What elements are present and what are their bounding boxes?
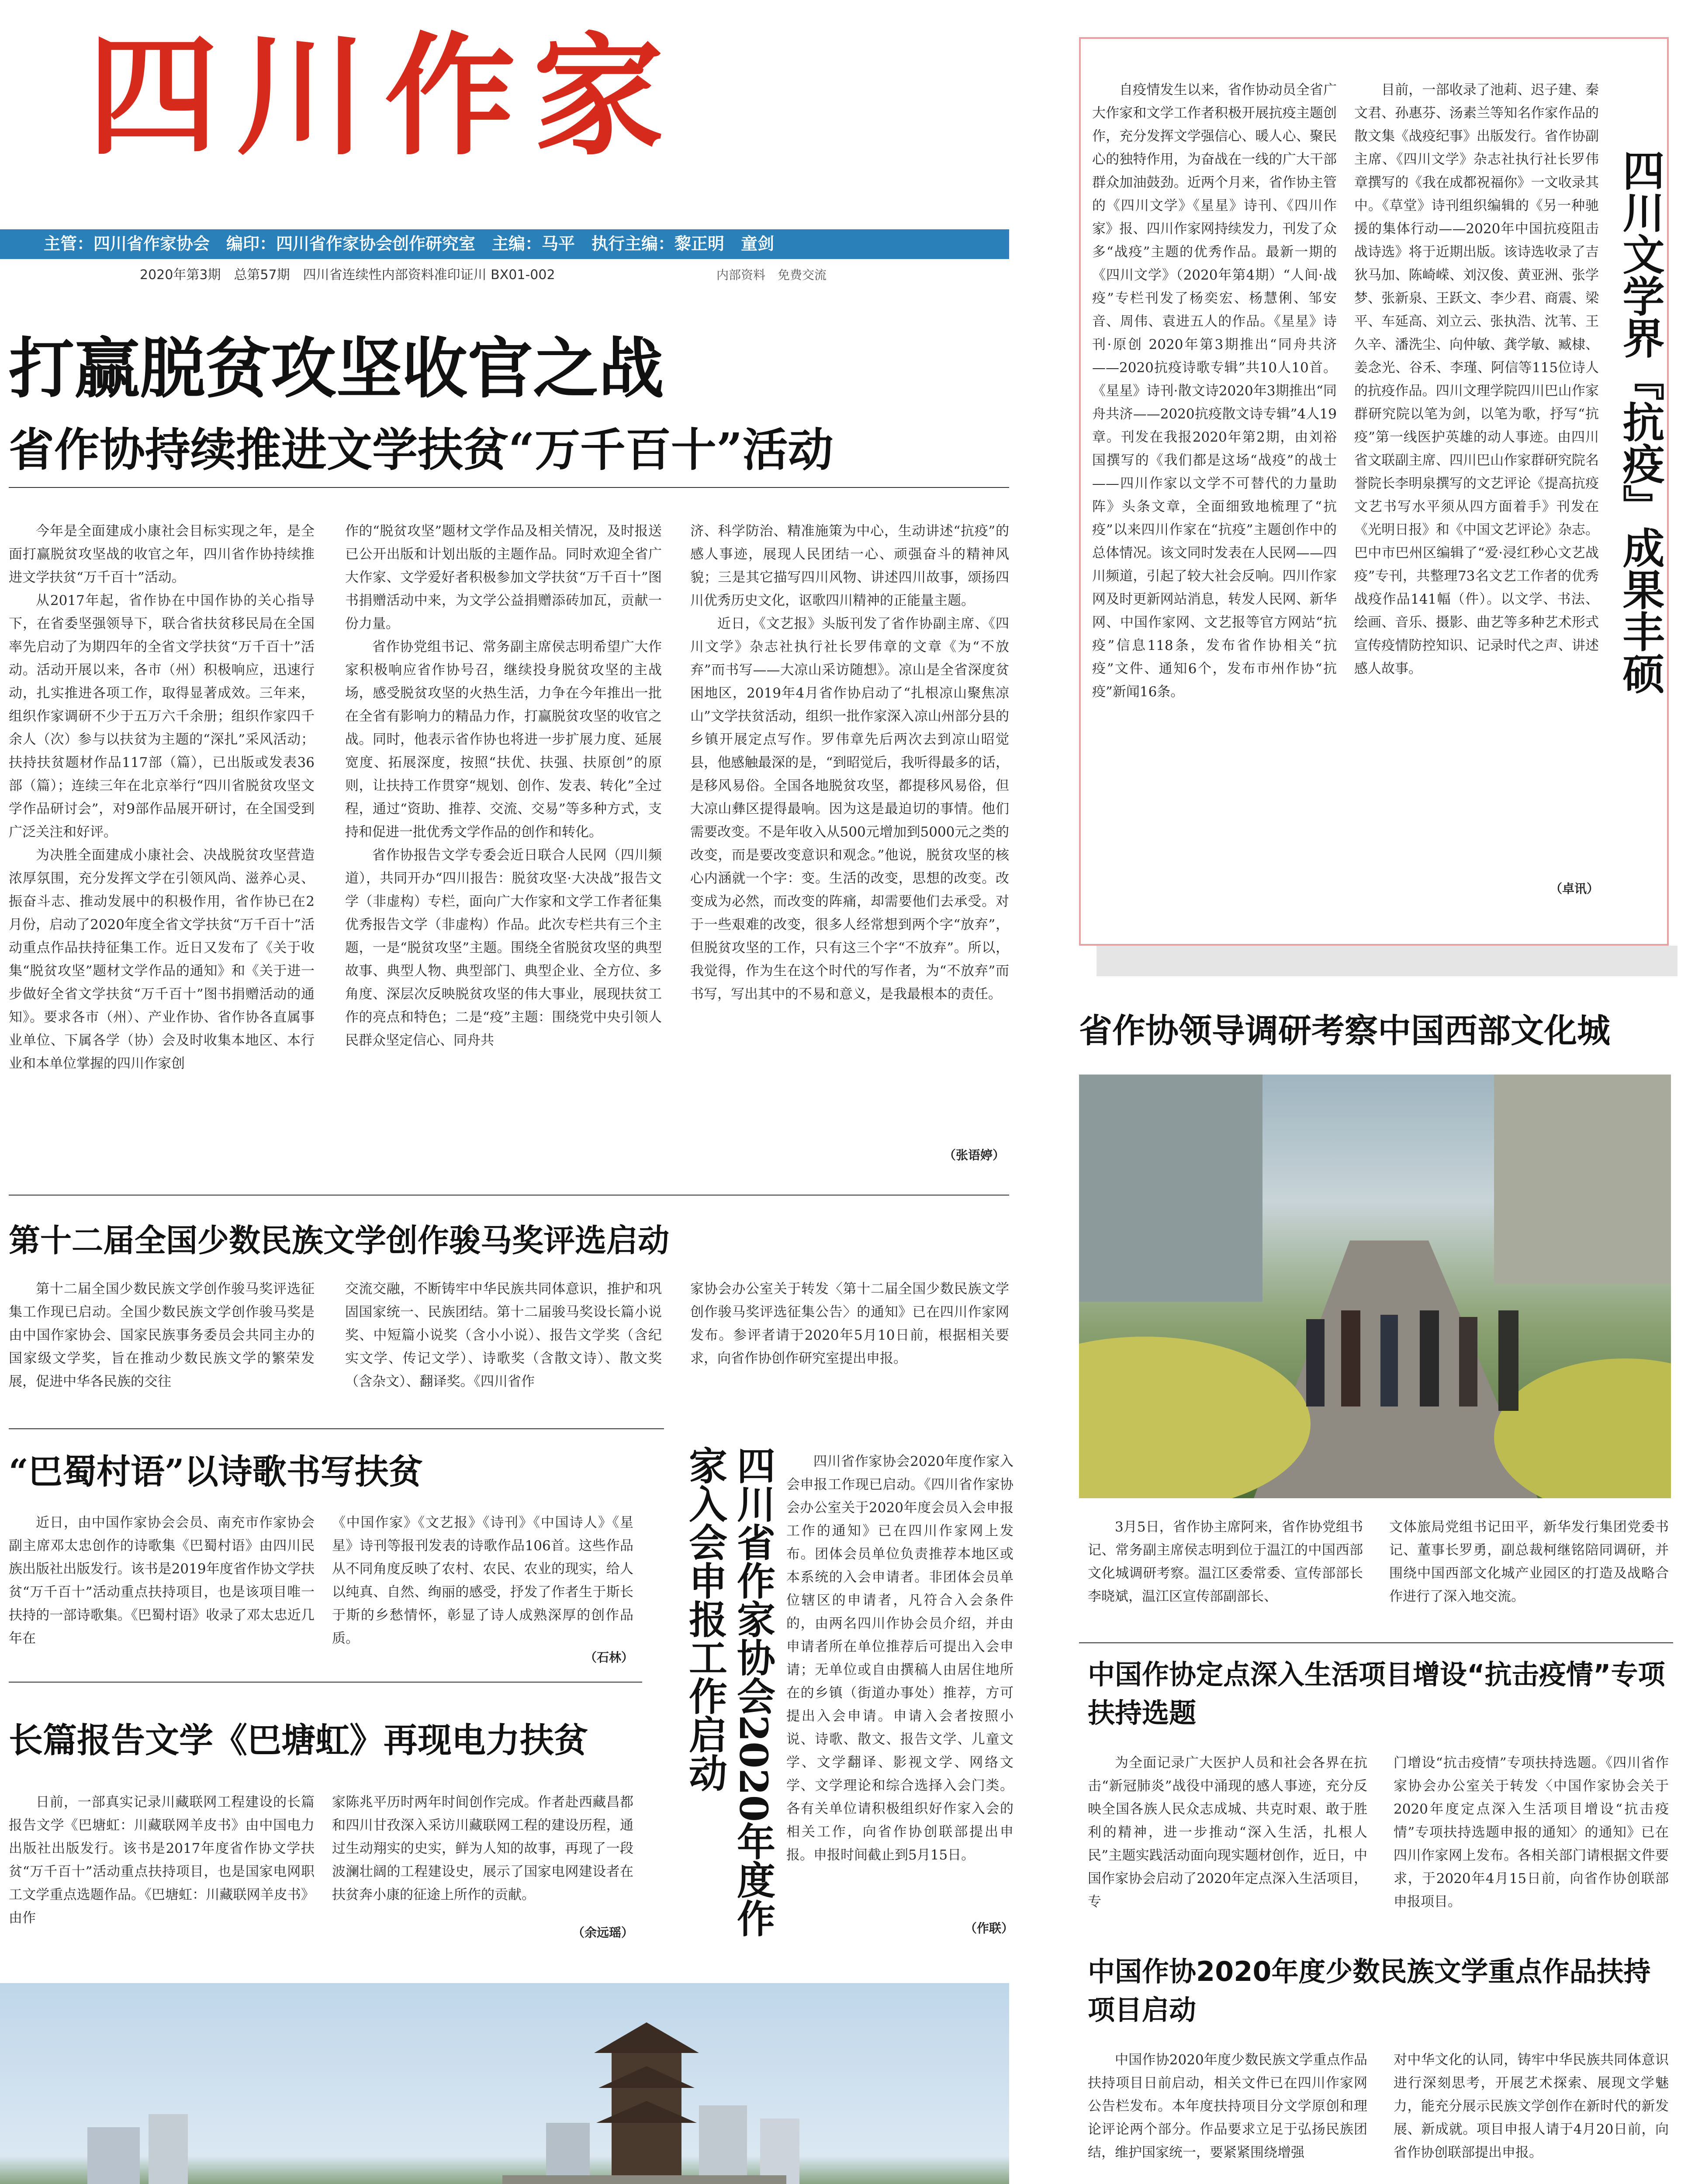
- ruhui-paragraph: 四川省作家协会2020年度作家入会申报工作现已启动。《四川省作家协会办公室关于2020年度会员入会申报工作的通知》已在四川作家网上发布。团体会员单位负责推荐本地区或本系统的入会申请者。非团体会员单位辖区的申请者，凡符合入会条件的，由两名四川作协会员介绍，并由申请者所在单位推荐后可提出入会申请；无单位或自由撰稿人由居住地所在的乡镇（街道办事处）推荐，方可提出入会申请。申请入会者按照小说、诗歌、散文、报告文学、儿童文学、文学翻译、影视文学、网络文学、文学理论和综合选择入会门类。各有关单位请积极组织好作家入会的相关工作，向省作协创联部提出申报。申报时间截止到5月15日。: [786, 1454, 1013, 1863]
- junma-column-1: [9, 1278, 315, 1417]
- kangji-title: 中国作协定点深入生活项目增设“抗击疫情”专项扶持选题: [1088, 1659, 1665, 1729]
- bashu-column-1: [9, 1511, 315, 1673]
- junma-paragraph: 家协会办公室关于转发〈第十二届全国少数民族文学创作骏马奖评选征集公告〉的通知》已在四川作家网发布。参评者请于2020年5月10日前，根据相关要求，向省作协创作研究室提出申报。: [690, 1281, 1009, 1366]
- xibu-photo: [1079, 1075, 1671, 1498]
- kangji-paragraph: 门增设“抗击疫情”专项扶持选题。《四川省作家协会办公室关于转发〈中国作家协会关于2020年度定点深入生活项目增设“抗击疫情”专项扶持选题申报的通知〉的通知》已在四川作家网上发布。各相关部门请根据文件要求，于2020年4月15日前，向省作协创联部申报项目。: [1394, 1755, 1669, 1910]
- lead-subtitle: 省作协持续推进文学扶贫“万千百十”活动: [9, 423, 834, 477]
- lead-column-2: [345, 520, 662, 1171]
- lead-paragraph: 济、科学防治、精准施策为中心，生动讲述“抗疫”的感人事迹，展现人民团结一心、顽强奋斗的精神风貌；三是其它描写四川风物、讲述四川故事，颂扬四川优秀历史文化，讴歌四川精神的正能量主题。: [690, 523, 1009, 608]
- lead-divider: [9, 487, 1009, 488]
- shaoshu-title: 中国作协2020年度少数民族文学重点作品扶持项目启动: [1088, 1956, 1651, 2026]
- bashu-paragraph: 《中国作家》《文艺报》《诗刊》《中国诗人》《星星》诗刊等报刊发表的诗歌作品106首。这些作品从不同角度反映了农村、农民、农业的现实，给人以纯真、自然、绚丽的感受，抒发了作者生于斯长于斯的乡愁情怀，彰显了诗人成熟深厚的创作品质。: [332, 1515, 633, 1646]
- lead-signature: （张语婷）: [943, 1148, 1005, 1162]
- shaoshu-paragraph: 中国作协2020年度少数民族文学重点作品扶持项目日前启动，相关文件已在四川作家网公告栏发布。本年度扶持项目分文学原创和理论评论两个部分。作品要求立足于弘扬民族团结，维护国家统一，要紧紧围绕增强: [1088, 2052, 1367, 2160]
- lead-paragraph: 从2017年起，省作协在中国作协的关心指导下，在省委坚强领导下，联合省扶贫移民局在全国率先启动了为期四年的全省文学扶贫“万千百十”活动。活动开展以来，各市（州）积极响应，迅速行动，扎实推进各项工作，取得显著成效。三年来，组织作家调研不少于五万六千余册；组织作家四千余人（次）参与以扶贫为主题的“深扎”采风活动；扶持扶贫题材作品117部（篇），已出版或发表36部（篇）；连续三年在北京举行“四川省脱贫攻坚文学作品研讨会”，对9部作品展开研讨，在全国受到广泛关注和好评。: [9, 593, 315, 840]
- batang-paragraph: 日前，一部真实记录川藏联网工程建设的长篇报告文学《巴塘虹：川藏联网羊皮书》由中国电力出版社出版发行。该书是2017年度省作协文学扶贫“万千百十”活动重点扶持项目，也是国家电网职工文学重点选题作品。《巴塘虹：川藏联网羊皮书》由作: [9, 1794, 315, 1926]
- ruhui-signature: （作联）: [964, 1921, 1013, 1935]
- kangyi-column-1: [1092, 79, 1337, 917]
- lead-paragraph: 近日，《文艺报》头版刊发了省作协副主席、《四川文学》杂志社执行社长罗伟章的文章《为“不放弃”而书写——大凉山采访随想》。凉山是全省深度贫困地区，2019年4月省作协启动了“扎根凉山聚焦凉山”文学扶贫活动，组织一批作家深入凉山州部分县的乡镇开展定点写作。罗伟章先后两次去到凉山昭觉县，他感触最深的是，“到昭觉后，我听得最多的话，是移风易俗。全国各地脱贫攻坚，都提移风易俗，但大凉山彝区提得最响。因为这是最迫切的事情。他们需要改变。不是年收入从500元增加到5000元之类的改变，而是要改变意识和观念。”他说，脱贫攻坚的核心内涵就一个字：变。生活的改变，思想的改变。改变成为必然，而改变的阵痛，却需要他们去承受。对于一些艰难的改变，很多人经常想到两个字“放弃”，但脱贫攻坚的工作，只有这三个字“不放弃”。所以，我觉得，作为生在这个时代的写作者，为“不放弃”而书写，写出其中的不易和意义，是我最根本的责任。: [690, 616, 1009, 1002]
- xibu-column-1: [1088, 1516, 1363, 1660]
- lead-title: 打赢脱贫攻坚收官之战: [9, 331, 664, 407]
- kangyi-paragraph: 目前，一部收录了池莉、迟子建、秦文君、孙惠芬、汤素兰等知名作家作品的散文集《战疫纪事》出版发行。省作协副主席、《四川文学》杂志社执行社长罗伟章撰写的《我在成都祝福你》一文收录其中。《草堂》诗刊组织编辑的《另一种驰援的集体行动——2020年中国抗疫阻击战诗选》将于近期出版。该诗选收录了吉狄马加、陈崎嵘、刘汉俊、黄亚洲、张学梦、张新泉、王跃文、李少君、商震、梁平、车延高、刘立云、张执浩、沈苇、王久辛、潘洗尘、向仲敏、龚学敏、臧棣、姜念光、谷禾、李瑾、阿信等115位诗人的抗疫作品。四川文理学院四川巴山作家群研究院以笔为剑，以笔为歌，抒写“抗疫”第一线医护英雄的动人事迹。由四川省文联副主席、四川巴山作家群研究院名誉院长李明泉撰写的文艺评论《提高抗疫文艺书写水平须从四方面着手》刊发在《光明日报》和《中国文艺评论》杂志。巴中市巴州区编辑了“爱·浸红秒心文艺战疫”专刊，共整理73名文艺工作者的优秀战疫作品141幅（件）。以文学、书法、绘画、音乐、摄影、曲艺等多种艺术形式宣传疫情防控知识、记录时代之声、讲述感人故事。: [1354, 82, 1599, 677]
- divider: [9, 1428, 664, 1429]
- xibu-title: 省作协领导调研考察中国西部文化城: [1079, 1011, 1610, 1050]
- batang-paragraph: 家陈兆平历时两年时间创作完成。作者赴西藏昌都和四川甘孜深入采访川藏联网工程的建设历程，通过生动翔实的史实，鲜为人知的故事，再现了一段波澜壮阔的工程建设史，展示了国家电网建设者在扶贫奔小康的征途上所作的贡献。: [332, 1794, 633, 1903]
- xibu-paragraph: 文体旅局党组书记田平，新华发行集团党委书记、董事长罗勇，副总裁柯继铭陪同调研，并围绕中国西部文化城产业园区的打造及战略合作进行了深入地交流。: [1389, 1519, 1669, 1604]
- lead-column-1: [9, 520, 315, 1171]
- ruhui-column: [786, 1450, 1013, 1939]
- kangji-column-1: [1088, 1752, 1367, 1939]
- batang-column-1: [9, 1791, 315, 1952]
- junma-title: 第十二届全国少数民族文学创作骏马奖评选启动: [9, 1222, 670, 1259]
- issue-line: 2020年第3期 总第57期 四川省连续性内部资料准印证川 BX01-002: [140, 267, 555, 283]
- landscape-photo: [0, 1983, 1009, 2184]
- pagoda-scene-graphic: [0, 1983, 1009, 2184]
- junma-column-2: [345, 1278, 662, 1417]
- lead-paragraph: 作的“脱贫攻坚”题材文学作品及相关情况，及时报送已公开出版和计划出版的主题作品。同时欢迎全省广大作家、文学爱好者积极参加文学扶贫“万千百十”图书捐赠活动中来，为文学公益捐赠添砖加瓦，贡献一份力量。: [345, 523, 662, 632]
- shaoshu-column-1: [1088, 2049, 1367, 2184]
- kangyi-title: 四川文学界『抗疫』成果丰硕: [1616, 149, 1665, 694]
- kangyi-box-shadow: [1096, 946, 1678, 976]
- delegation-walk-graphic: [1079, 1075, 1671, 1498]
- divider: [9, 1195, 1009, 1196]
- lead-paragraph: 为决胜全面建成小康社会、决战脱贫攻坚营造浓厚氛围，充分发挥文学在引领风尚、滋养心灵、振奋斗志、推动发展中的积极作用，省作协已在2月份，启动了2020年度全省文学扶贫“万千百十”活动重点作品扶持征集工作。近日又发布了《关于收集“脱贫攻坚”题材文学作品的通知》和《关于进一步做好全省文学扶贫“万千百十”图书捐赠活动的通知》。要求各市（州）、产业作协、省作协各直属事业单位、下属各学（协）会及时收集本地区、本行业和本单位掌握的四川作家创: [9, 847, 315, 1071]
- bashu-paragraph: 近日，由中国作家协会会员、南充市作家协会副主席邓太忠创作的诗歌集《巴蜀村语》由四川民族出版社出版发行。该书是2019年度省作协文学扶贫“万千百十”活动重点扶持项目，也是该项目唯一扶持的一部诗歌集。《巴蜀村语》收录了邓太忠近几年在: [9, 1515, 315, 1646]
- lead-paragraph: 省作协报告文学专委会近日联合人民网（四川频道），共同开办“四川报告：脱贫攻坚·大决战”报告文学（非虚构）专栏，面向广大作家和文学工作者征集优秀报告文学（非虚构）作品。此次专栏共有三个主题，一是“脱贫攻坚”主题。围绕全省脱贫攻坚的典型故事、典型人物、典型部门、典型企业、全方位、多角度、深层次反映脱贫攻坚的伟大事业，展现扶贫工作的亮点和特色；二是“疫”主题：围绕党中央引领人民群众坚定信心、同舟共: [345, 847, 662, 1048]
- lead-column-3: [690, 520, 1009, 1131]
- bashu-signature: （石林）: [584, 1650, 633, 1665]
- kangyi-paragraph: 自疫情发生以来，省作协动员全省广大作家和文学工作者积极开展抗疫主题创作，充分发挥文学强信心、暖人心、聚民心的独特作用，为奋战在一线的广大干部群众加油鼓劲。近两个月来，省作协主管的《四川文学》《星星》诗刊、《四川作家》报、四川作家网持续发力，刊发了众多“战疫”主题的优秀作品。最新一期的《四川文学》（2020年第4期）“人间·战疫”专栏刊发了杨奕宏、杨慧俐、邹安音、周伟、袁进五人的作品。《星星》诗刊·原创 2020年第3期推出“同舟共济——2020抗疫诗歌专辑”共10人10首。《星星》诗刊·散文诗2020年3期推出“同舟共济——2020抗疫散文诗专辑”4人19章。刊发在我报2020年第2期，由刘裕国撰写的《我们都是这场“战疫”的战士——四川作家以文学不可替代的力量助阵》头条文章，全面细致地梳理了“抗疫”以来四川作家在“抗疫”主题创作中的总体情况。该文同时发表在人民网——四川频道，引起了较大社会反响。四川作家网及时更新网站消息，转发人民网、新华网、中国作家网、文艺报等官方网站“抗疫”信息118条，发布省作协相关“抗疫”文件、通知6个，发布市州作协“抗疫”新闻16条。: [1092, 82, 1337, 700]
- xibu-paragraph: 3月5日，省作协主席阿来，省作协党组书记、常务副主席侯志明到位于温江的中国西部文化城调研考察。温江区委常委、宣传部部长李晓斌，温江区宣传部副部长、: [1088, 1519, 1363, 1604]
- kangyi-column-2: [1354, 79, 1599, 917]
- junma-column-3: [690, 1278, 1009, 1417]
- xibu-column-2: [1389, 1516, 1669, 1660]
- kangyi-signature: （卓讯）: [1550, 881, 1599, 896]
- batang-signature: （余远瑶）: [572, 1925, 633, 1940]
- masthead-credits: 主管：四川省作家协会 编印：四川省作家协会创作研究室 主编：马平 执行主编：黎正明 童剑: [44, 234, 775, 253]
- shaoshu-column-2: [1394, 2049, 1669, 2184]
- batang-title: 长篇报告文学《巴塘虹》再现电力扶贫: [9, 1721, 588, 1760]
- junma-paragraph: 交流交融，不断铸牢中华民族共同体意识，推护和巩固国家统一、民族团结。第十二届骏马奖设长篇小说奖、中短篇小说奖（含小小说）、报告文学奖（含纪实文学、传记文学）、诗歌奖（含散文诗）、散文奖（含杂文）、翻译奖。《四川省作: [345, 1281, 662, 1389]
- ruhui-title: 四川省作家协会2020年度作家入会申报工作启动: [683, 1446, 776, 1937]
- bashu-title: “巴蜀村语”以诗歌书写扶贫: [9, 1452, 423, 1492]
- lead-paragraph: 省作协党组书记、常务副主席侯志明希望广大作家积极响应省作协号召，继续投身脱贫攻坚的主战场，感受脱贫攻坚的火热生活，力争在今年推出一批在全省有影响力的精品力作，打赢脱贫攻坚的收官之战。同时，他表示省作协也将进一步扩展力度、延展宽度、拓展深度，按照“扶优、扶强、扶原创”的原则，让扶持工作贯穿“规划、创作、发表、转化”全过程，通过“资助、推荐、交流、交易”等多种方式，支持和促进一批优秀文学作品的创作和转化。: [345, 639, 662, 840]
- kangji-paragraph: 为全面记录广大医护人员和社会各界在抗击“新冠肺炎”战役中涌现的感人事迹，充分反映全国各族人民众志成城、共克时艰、敢于胜利的精神，进一步推动“深入生活，扎根人民”主题实践活动面向现实题材创作，近日，中国作家协会启动了2020年定点深入生活项目，专: [1088, 1755, 1367, 1910]
- shaoshu-paragraph: 对中华文化的认同，铸牢中华民族共同体意识进行深刻思考，开展艺术探索、展现文学魅力，能充分展示民族文学创作在新时代的新发展、新成就。项目申报人请于4月20日前，向省作协创联部提出申报。: [1394, 2052, 1669, 2160]
- junma-paragraph: 第十二届全国少数民族文学创作骏马奖评选征集工作现已启动。全国少数民族文学创作骏马奖是由中国作家协会、国家民族事务委员会共同主办的国家级文学奖，旨在推动少数民族文学的繁荣发展，促进中华各民族的交往: [9, 1281, 315, 1389]
- issue-tag: 内部资料 免费交流: [716, 268, 827, 282]
- divider: [9, 1682, 642, 1683]
- masthead-logo: 四川作家: [87, 19, 681, 173]
- kangji-column-2: [1394, 1752, 1669, 1939]
- divider: [1079, 1642, 1673, 1643]
- lead-paragraph: 今年是全面建成小康社会目标实现之年，是全面打赢脱贫攻坚战的收官之年，四川省作协持续推进文学扶贫“万千百十”活动。: [9, 523, 315, 585]
